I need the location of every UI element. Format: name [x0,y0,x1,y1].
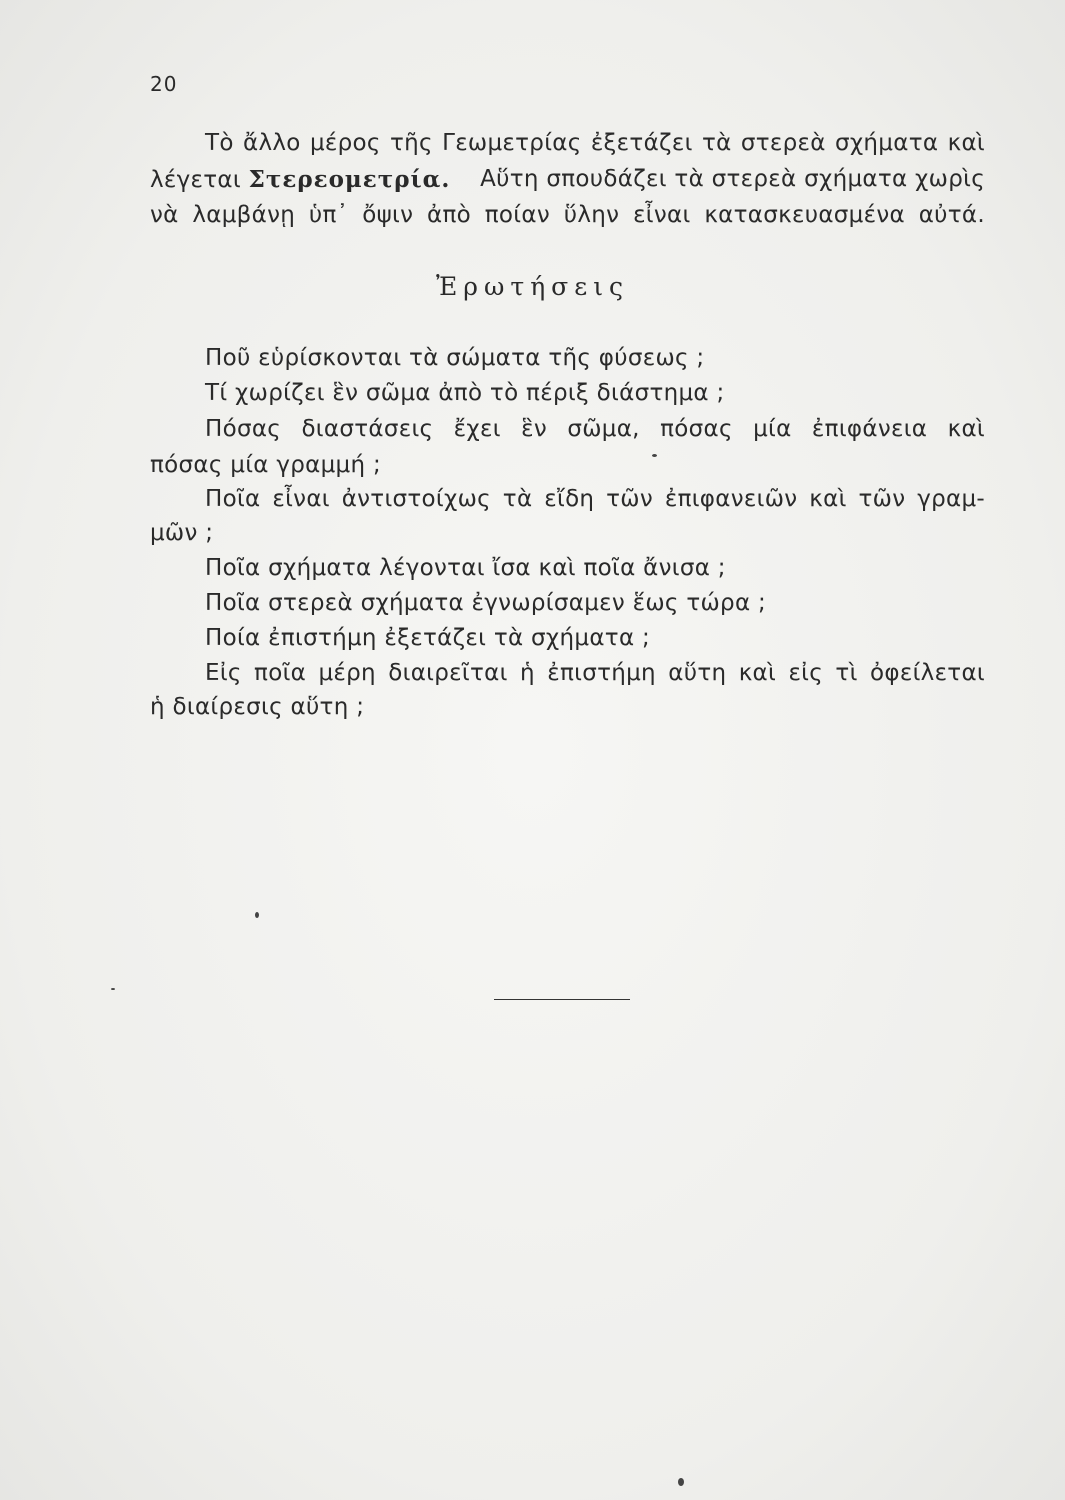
term-stereometria: Στερεομετρία. [248,166,451,193]
intro-line-2-start [150,166,450,193]
question-2: Τί χωρίζει ἓν σῶμα ἀπὸ τὸ πέριξ διάστημα ; [205,380,725,406]
intro-line-2 [150,166,985,193]
question-8-line-2: ἡ διαίρεσις αὕτη ; [150,694,365,720]
print-speck [111,988,115,990]
question-3-line-2: πόσας μία γραμμή ; [150,452,382,478]
question-6: Ποῖα στερεὰ σχήματα ἐγνωρίσαμεν ἕως τώρα ; [205,590,767,616]
intro-text: λέγεται [150,167,249,193]
page-number: 20 [150,72,178,96]
question-8-line-1: Εἰς ποῖα μέρη διαιρεῖται ἡ ἐπιστήμη αὕτη καὶ εἰς τὶ ὀφείλεται [205,660,985,686]
question-4-line-2: μῶν ; [150,520,214,546]
print-speck [255,912,259,918]
print-speck [678,1478,684,1486]
intro-line-3: νὰ λαμβάνῃ ὑπ᾿ ὄψιν ἀπὸ ποίαν ὕλην εἶναι κατασκευασμένα αὐτά. [150,202,985,228]
questions-heading: Ἐρωτήσεις [435,272,630,301]
question-4-line-1: Ποῖα εἶναι ἀντιστοίχως τὰ εἴδη τῶν ἐπιφανειῶν καὶ τῶν γραμ- [205,486,985,512]
section-end-rule [494,999,630,1000]
question-3-line-1: Πόσας διαστάσεις ἔχει ἓν σῶμα, πόσας μία ἐπιφάνεια καὶ [205,416,985,442]
intro-line-1: Τὸ ἄλλο μέρος τῆς Γεωμετρίας ἐξετάζει τὰ στερεὰ σχήματα καὶ [205,130,985,156]
intro-line-2-end: Αὕτη σπουδάζει τὰ στερεὰ σχήματα χωρὶς [480,166,985,192]
question-5: Ποῖα σχήματα λέγονται ἴσα καὶ ποῖα ἄνισα ; [205,555,726,581]
print-speck [652,454,657,457]
question-1: Ποῦ εὑρίσκονται τὰ σώματα τῆς φύσεως ; [205,345,705,371]
question-7: Ποία ἐπιστήμη ἐξετάζει τὰ σχήματα ; [205,625,651,651]
